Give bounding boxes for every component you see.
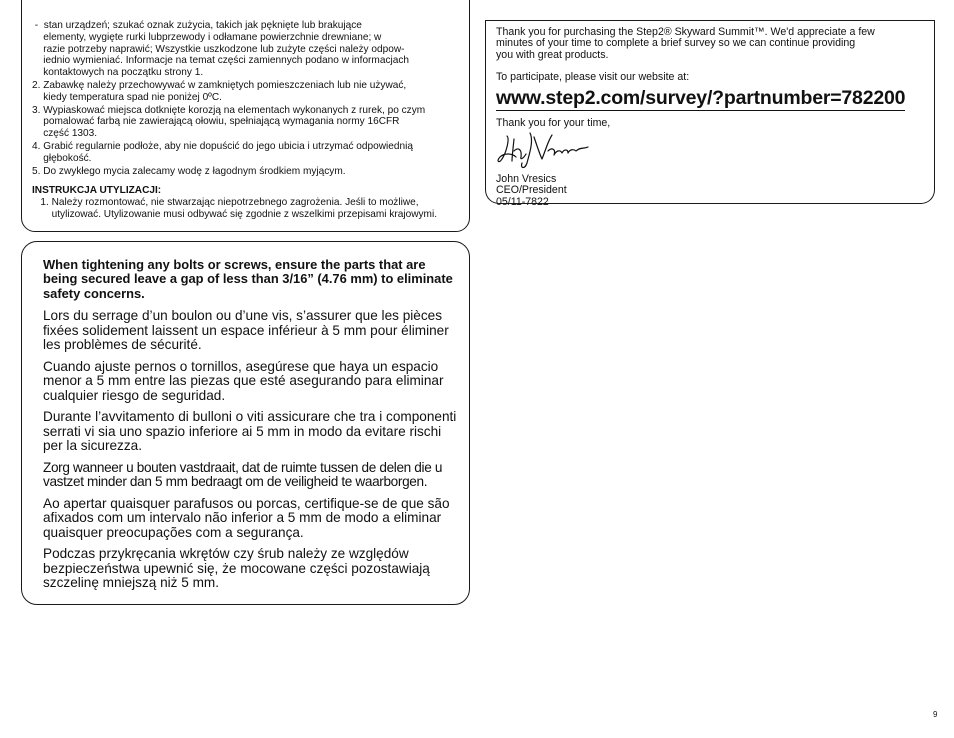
survey-intro-line: you with great products. bbox=[496, 48, 609, 61]
signature-block bbox=[496, 174, 926, 208]
participate-text: To participate, please visit our website at: bbox=[496, 71, 690, 84]
warning-english: When tightening any bolts or screws, ensure the parts that are being secured leave a gap of less than 3/16” (4.76 mm) to eliminate safety concerns. bbox=[43, 257, 453, 301]
signature-image bbox=[496, 129, 592, 173]
warning-french: Lors du serrage d’un boulon ou d’une vis, s’assurer que les pièces fixées solidement laissent un espace inférieur à 5 mm pour éliminer les problèmes de sécurité. bbox=[43, 308, 449, 353]
disposal-line: 1. Należy rozmontować, nie stwarzając niepotrzebnego zagrożenia. Jeśli to możliwe, bbox=[32, 197, 419, 209]
maintenance-item-3 bbox=[32, 105, 464, 140]
text-line: 2. Zabawkę należy przechowywać w zamkniętych pomieszczeniach lub nie używać, bbox=[32, 79, 407, 91]
maintenance-item-4 bbox=[32, 141, 464, 165]
survey-intro-line: Thank you for purchasing the Step2® Skyward Summit™. We'd appreciate a few bbox=[496, 26, 875, 38]
tightening-warning-content bbox=[43, 258, 458, 598]
text-line: kontaktowych na początku strony 1. bbox=[32, 67, 204, 79]
text-line: 5. Do zwykłego mycia zalecamy wodę z łagodnym środkiem myjącym. bbox=[32, 165, 346, 177]
tightening-warning-box bbox=[21, 241, 470, 605]
survey-intro-line: minutes of your time to complete a brief survey so we can continue providing bbox=[496, 37, 856, 50]
text-line: część 1303. bbox=[32, 128, 98, 140]
survey-box bbox=[485, 20, 935, 208]
polish-instructions-content bbox=[32, 20, 464, 221]
text-line: pomalować farbą nie zawierającą ołowiu, spełniającą wymagania normy 16CFR bbox=[32, 116, 400, 128]
page-number: 9 bbox=[933, 710, 938, 719]
maintenance-item-5 bbox=[32, 166, 464, 178]
warning-spanish: Cuando ajuste pernos o tornillos, asegúrese que haya un espacio menor a 5 mm entre las piezas que esté asegurando para eliminar cualquier riesgo de seguridad. bbox=[43, 358, 444, 403]
warning-italian: Durante l’avvitamento di bulloni o viti assicurare che tra i componenti serrati vi sia uno spazio inferiore ai 5 mm in modo da evitare rischi per la sicurezza. bbox=[43, 409, 457, 454]
warning-polish: Podczas przykręcania wkrętów czy śrub należy ze względów bezpieczeństwa upewnić się, że mocowane części pozostawiają szczelinę mniejszą niż 5 mm. bbox=[43, 546, 430, 591]
text-line: 4. Grabić regularnie podłoże, aby nie dopuścić do jego ubicia i utrzymać odpowiednią bbox=[32, 140, 413, 152]
signer-title: CEO/President bbox=[496, 184, 567, 197]
document-code: 05/11-7822 bbox=[496, 195, 549, 208]
survey-content bbox=[496, 27, 926, 208]
survey-url-link[interactable]: www.step2.com/survey/?partnumber=782200 bbox=[496, 86, 906, 109]
text-line: elementy, wygięte rurki lubprzewody i odłamane powierzchnie drewniane; w bbox=[32, 31, 382, 43]
disposal-line: utylizować. Utylizowanie musi odbywać się zgodnie z wszelkimi przepisami krajowymi. bbox=[32, 208, 438, 220]
signer-name: John Vresics bbox=[496, 173, 557, 186]
text-line: 3. Wypiaskować miejsca dotknięte korozją na elementach wykonanych z rurek, po czym bbox=[32, 104, 426, 116]
text-line: iednio wymieniać. Informacje na temat części zamiennych podano w informacjach bbox=[32, 55, 410, 67]
polish-instructions-box bbox=[21, 0, 470, 232]
text-line: - stan urządzeń; szukać oznak zużycia, takich jak pęknięte lub brakujące bbox=[32, 20, 362, 31]
maintenance-item-2 bbox=[32, 80, 464, 104]
maintenance-item-condition bbox=[32, 20, 464, 79]
text-line: razie potrzeby naprawić; Wszystkie uszkodzone lub zużyte części należy odpow- bbox=[32, 43, 405, 55]
warning-dutch: Zorg wanneer u bouten vastdraait, dat de ruimte tussen de delen die u vastzet minder dan 5 mm bedraagt om de veiligheid te waarborgen. bbox=[43, 459, 443, 490]
text-line: głębokość. bbox=[32, 152, 92, 164]
disposal-heading: INSTRUKCJA UTYLIZACJI: bbox=[32, 185, 162, 197]
thanks-text: Thank you for your time, bbox=[496, 116, 611, 129]
survey-intro bbox=[496, 27, 926, 61]
warning-portuguese: Ao apertar quaisquer parafusos ou porcas, certifique-se de que são afixados com um intervalo não inferior a 5 mm de modo a eliminar quaisquer preocupações com a segurança. bbox=[43, 495, 450, 540]
text-line: kiedy temperatura spad nie poniżej 0ºC. bbox=[32, 91, 222, 103]
